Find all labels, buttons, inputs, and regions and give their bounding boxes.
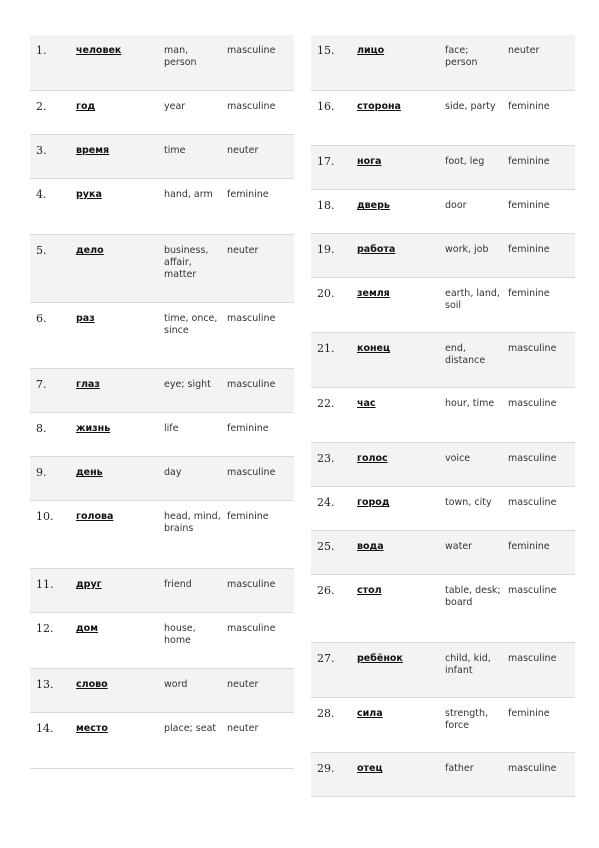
english-meaning: time [164, 145, 186, 156]
english-meaning: hour, time [445, 398, 495, 409]
grammatical-gender: masculine [508, 653, 557, 664]
russian-word-link[interactable]: сила [357, 708, 383, 719]
grammatical-gender: masculine [508, 497, 557, 508]
russian-word-link[interactable]: город [357, 497, 390, 508]
russian-word-link[interactable]: голова [76, 511, 114, 522]
row-number: 22. [317, 397, 335, 410]
grammatical-gender: neuter [227, 723, 259, 734]
table-row [30, 179, 294, 235]
russian-word-link[interactable]: рука [76, 189, 102, 200]
english-meaning: strength, force [445, 708, 489, 731]
table-row [311, 487, 575, 531]
grammatical-gender: feminine [508, 708, 550, 719]
grammatical-gender: masculine [508, 585, 557, 596]
row-number: 15. [317, 44, 335, 57]
russian-word-link[interactable]: друг [76, 579, 102, 590]
english-meaning: man, person [164, 45, 197, 68]
row-number: 4. [36, 188, 47, 201]
russian-word-link[interactable]: время [76, 145, 110, 156]
table-row [311, 643, 575, 698]
english-meaning: voice [445, 453, 471, 464]
grammatical-gender: masculine [227, 623, 276, 634]
grammatical-gender: masculine [227, 313, 276, 324]
russian-word-link[interactable]: конец [357, 343, 391, 354]
row-number: 25. [317, 540, 335, 553]
grammatical-gender: masculine [227, 467, 276, 478]
table-row [311, 146, 575, 190]
english-meaning: year [164, 101, 186, 112]
russian-word-link[interactable]: работа [357, 244, 396, 255]
russian-word-link[interactable]: глаз [76, 379, 100, 390]
table-row [30, 303, 294, 369]
english-meaning: head, mind, brains [164, 511, 221, 534]
table-row [30, 613, 294, 669]
grammatical-gender: neuter [227, 245, 259, 256]
english-meaning: time, once, since [164, 313, 218, 336]
grammatical-gender: neuter [227, 145, 259, 156]
russian-word-link[interactable]: нога [357, 156, 382, 167]
row-number: 7. [36, 378, 47, 391]
english-meaning: father [445, 763, 474, 774]
english-meaning: word [164, 679, 188, 690]
russian-word-link[interactable]: ребёнок [357, 653, 403, 664]
row-number: 13. [36, 678, 54, 691]
table-row [30, 669, 294, 713]
english-meaning: end, distance [445, 343, 486, 366]
english-meaning: side, party [445, 101, 496, 112]
table-row [311, 190, 575, 234]
russian-word-link[interactable]: раз [76, 313, 95, 324]
row-number: 26. [317, 584, 335, 597]
table-row [30, 91, 294, 135]
english-meaning: day [164, 467, 182, 478]
english-meaning: water [445, 541, 473, 552]
grammatical-gender: masculine [508, 453, 557, 464]
row-number: 8. [36, 422, 47, 435]
grammatical-gender: masculine [508, 398, 557, 409]
row-number: 2. [36, 100, 47, 113]
row-number: 10. [36, 510, 54, 523]
word-table-left [30, 35, 294, 769]
row-number: 9. [36, 466, 47, 479]
russian-word-link[interactable]: сторона [357, 101, 401, 112]
table-row [311, 388, 575, 443]
row-number: 16. [317, 100, 335, 113]
grammatical-gender: feminine [227, 189, 269, 200]
english-meaning: friend [164, 579, 192, 590]
row-number: 19. [317, 243, 335, 256]
table-row [311, 531, 575, 575]
grammatical-gender: masculine [227, 101, 276, 112]
table-row [311, 333, 575, 388]
table-row [311, 234, 575, 278]
row-number: 24. [317, 496, 335, 509]
table-row [30, 713, 294, 769]
row-number: 12. [36, 622, 54, 635]
table-row [311, 753, 575, 797]
russian-word-link[interactable]: слово [76, 679, 108, 690]
table-row [30, 457, 294, 501]
grammatical-gender: masculine [508, 343, 557, 354]
english-meaning: town, city [445, 497, 492, 508]
row-number: 18. [317, 199, 335, 212]
table-row [30, 35, 294, 91]
table-row [311, 575, 575, 643]
row-number: 21. [317, 342, 335, 355]
grammatical-gender: feminine [508, 244, 550, 255]
table-row [30, 569, 294, 613]
row-number: 29. [317, 762, 335, 775]
row-number: 28. [317, 707, 335, 720]
english-meaning: eye; sight [164, 379, 211, 390]
table-row [30, 135, 294, 179]
english-meaning: work, job [445, 244, 489, 255]
english-meaning: earth, land, soil [445, 288, 500, 311]
english-meaning: business, affair, matter [164, 245, 209, 280]
row-number: 11. [36, 578, 54, 591]
table-row [311, 35, 575, 91]
grammatical-gender: feminine [508, 288, 550, 299]
russian-word-link[interactable]: земля [357, 288, 390, 299]
russian-word-link[interactable]: дом [76, 623, 98, 634]
table-row [30, 235, 294, 303]
row-number: 23. [317, 452, 335, 465]
english-meaning: foot, leg [445, 156, 485, 167]
table-row [30, 369, 294, 413]
grammatical-gender: feminine [227, 511, 269, 522]
english-meaning: child, kid, infant [445, 653, 491, 676]
grammatical-gender: masculine [227, 379, 276, 390]
english-meaning: face; person [445, 45, 478, 68]
row-number: 6. [36, 312, 47, 325]
grammatical-gender: feminine [508, 541, 550, 552]
russian-word-link[interactable]: жизнь [76, 423, 111, 434]
russian-word-link[interactable]: день [76, 467, 103, 478]
russian-word-link[interactable]: дверь [357, 200, 390, 211]
russian-word-link[interactable]: голос [357, 453, 388, 464]
table-row [311, 278, 575, 333]
english-meaning: hand, arm [164, 189, 213, 200]
row-number: 17. [317, 155, 335, 168]
russian-word-link[interactable]: место [76, 723, 108, 734]
table-row [311, 443, 575, 487]
word-table-right [311, 35, 575, 797]
grammatical-gender: masculine [227, 45, 276, 56]
table-row [311, 698, 575, 753]
russian-word-link[interactable]: дело [76, 245, 104, 256]
grammatical-gender: neuter [508, 45, 540, 56]
table-row [30, 501, 294, 569]
grammatical-gender: feminine [508, 156, 550, 167]
russian-word-link[interactable]: отец [357, 763, 383, 774]
row-number: 20. [317, 287, 335, 300]
row-number: 14. [36, 722, 54, 735]
english-meaning: place; seat [164, 723, 217, 734]
grammatical-gender: neuter [227, 679, 259, 690]
table-row [311, 91, 575, 146]
english-meaning: life [164, 423, 179, 434]
row-number: 27. [317, 652, 335, 665]
grammatical-gender: masculine [227, 579, 276, 590]
russian-word-link[interactable]: год [76, 101, 96, 112]
english-meaning: house, home [164, 623, 196, 646]
grammatical-gender: feminine [508, 101, 550, 112]
table-row [30, 413, 294, 457]
russian-word-link[interactable]: стол [357, 585, 382, 596]
russian-word-link[interactable]: час [357, 398, 376, 409]
english-meaning: door [445, 200, 467, 211]
row-number: 1. [36, 44, 47, 57]
russian-word-link[interactable]: человек [76, 45, 122, 56]
grammatical-gender: masculine [508, 763, 557, 774]
row-number: 5. [36, 244, 47, 257]
russian-word-link[interactable]: лицо [357, 45, 385, 56]
russian-word-link[interactable]: вода [357, 541, 384, 552]
row-number: 3. [36, 144, 47, 157]
grammatical-gender: feminine [227, 423, 269, 434]
english-meaning: table, desk; board [445, 585, 501, 608]
grammatical-gender: feminine [508, 200, 550, 211]
